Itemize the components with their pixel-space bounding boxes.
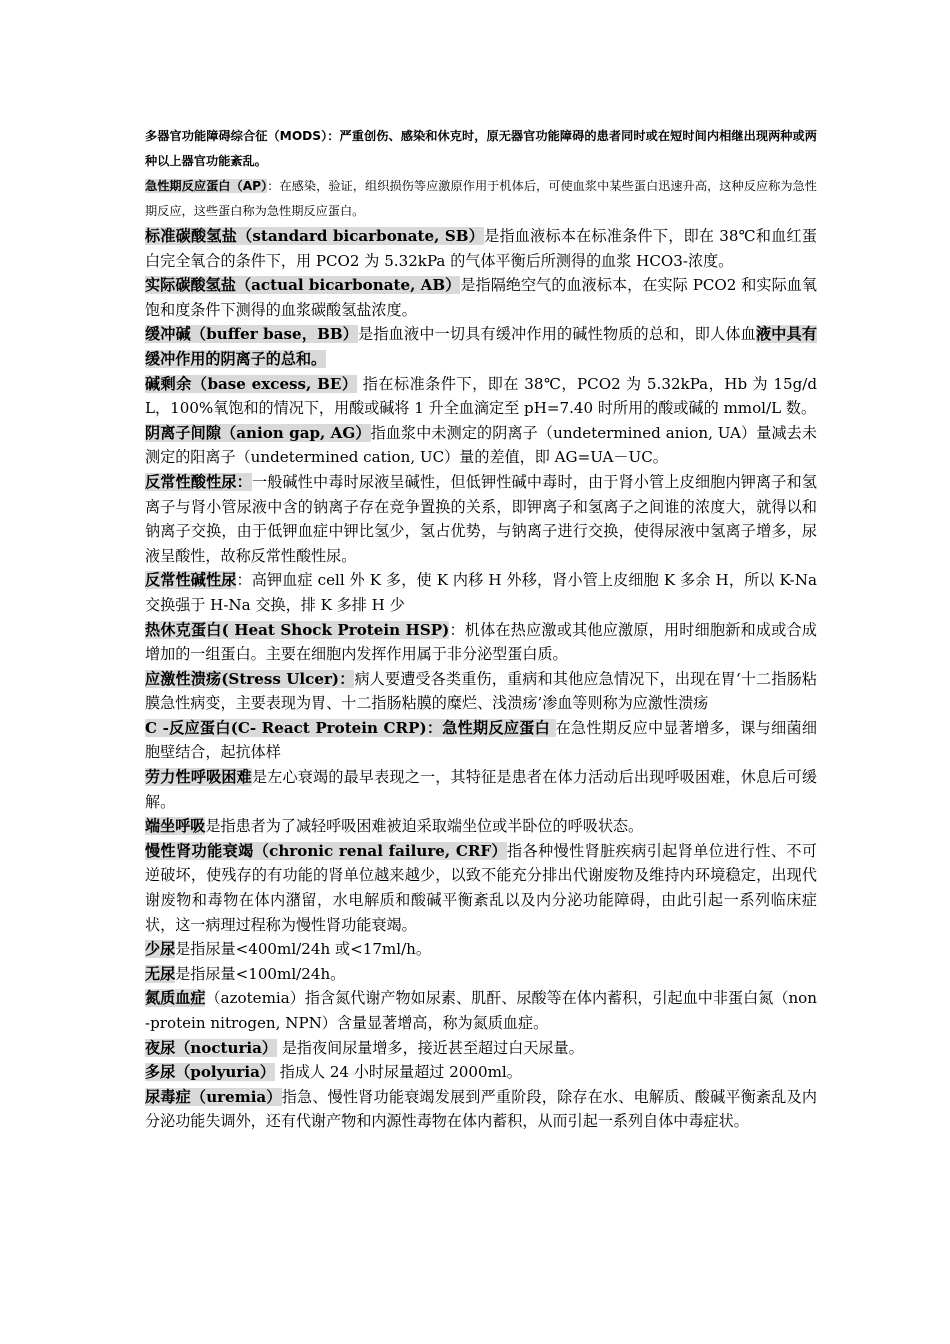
entry-term: 氮质血症 xyxy=(145,989,206,1008)
entry-term: 急性期反应蛋白（AP） xyxy=(145,179,268,193)
entry-c-reactive-protein xyxy=(145,716,817,765)
entry-text: （azotemia）指含氮代谢产物如尿素、肌酐、尿酸等在体内蓄积，引起血中非蛋白氮（non-protein nitrogen, NPN）含量显著增高，称为氮质血症。 xyxy=(145,989,817,1032)
entry-text: ：机体在热应激或其他应激原，用时细胞新和成或合成增加的一组蛋白。主要在细胞内发挥作用属于非分泌型蛋白质。 xyxy=(145,620,817,664)
entry-chronic-renal-failure xyxy=(145,839,817,937)
entry-term: 热休克蛋白( Heat Shock Protein HSP) xyxy=(145,620,450,639)
entry-paradoxical-aciduria xyxy=(145,470,817,568)
entry-term: C -反应蛋白(C- React Protein CRP)：急性期反应蛋白 xyxy=(145,718,556,737)
entry-anion-gap xyxy=(145,421,817,470)
entry-azotemia xyxy=(145,986,817,1035)
entry-term: 反常性碱性尿 xyxy=(145,571,237,590)
entry-term: 反常性酸性尿： xyxy=(145,472,252,491)
entry-acute-phase-protein xyxy=(145,174,817,224)
entry-term: 多尿（polyuria） xyxy=(145,1063,275,1082)
entry-term: 标准碳酸氢盐（standard bicarbonate, SB） xyxy=(145,227,485,245)
entry-text: 是指血液标本在标准条件下，即在 38℃和血红蛋白完全氧合的条件下，用 PCO2 为 5.32kPa 的气体平衡后所测得的血浆 HCO3-浓度。 xyxy=(145,227,817,270)
entry-text: 指血浆中未测定的阴离子（undetermined anion, UA）量减去未测定的阳离子（undetermined cation, UC）量的差值，即 AG=UA－UC。 xyxy=(145,423,817,467)
entry-standard-bicarbonate xyxy=(145,224,817,273)
entry-oliguria xyxy=(145,937,817,962)
entry-term: 缓冲碱（buffer base，BB） xyxy=(145,325,359,344)
entry-term: 实际碳酸氢盐（actual bicarbonate, AB） xyxy=(145,276,461,295)
entry-text: 是指夜间尿量增多，接近甚至超过白天尿量。 xyxy=(277,1038,584,1057)
entry-exertional-dyspnea xyxy=(145,765,817,814)
entry-buffer-base xyxy=(145,322,817,371)
entry-term: 尿毒症（uremia） xyxy=(145,1087,282,1106)
entry-paradoxical-alkaline-urine xyxy=(145,568,817,617)
entry-text: 指各种慢性肾脏疾病引起肾单位进行性、不可逆破坏，使残存的有功能的肾单位越来越少，以致不能充分排出代谢废物及维持内环境稳定，出现代谢废物和毒物在体内潴留，水电解质和酸碱平衡紊乱以及内分泌功能障碍，由此引起一系列临床症状，这一病理过程称为慢性肾功能衰竭。 xyxy=(145,841,817,934)
entry-term: 夜尿（nocturia） xyxy=(145,1038,278,1057)
entry-text: 一般碱性中毒时尿液呈碱性，但低钾性碱中毒时，由于肾小管上皮细胞内钾离子和氢离子与肾小管尿液中含的钠离子存在竞争置换的关系，即钾离子和氢离子之间谁的浓度大，就得以和钠离子交换，由于低钾血症中钾比氢少，氢占优势，与钠离子进行交换，使得尿液中氢离子增多，尿液呈酸性，故称反常性酸性尿。 xyxy=(145,472,817,565)
entry-anuria xyxy=(145,962,817,987)
entry-text: ：在感染，验证，组织损伤等应激原作用于机体后，可使血浆中某些蛋白迅速升高，这种反应称为急性期反应，这些蛋白称为急性期反应蛋白。 xyxy=(145,179,817,218)
entry-text: 病人要遭受各类重伤，重病和其他应急情况下，出现在胃‘十二指肠粘膜急性病变，主要表现为胃、十二指肠粘膜的糜烂、浅溃疡’渗血等则称为应激性溃疡 xyxy=(145,669,817,713)
entry-stress-ulcer xyxy=(145,667,817,716)
entry-heat-shock-protein xyxy=(145,618,817,667)
entry-term: 慢性肾功能衰竭（chronic renal failure, CRF） xyxy=(145,841,508,860)
entry-mods xyxy=(145,124,817,174)
entry-uremia xyxy=(145,1085,817,1134)
entry-polyuria xyxy=(145,1060,817,1085)
entry-term: 劳力性呼吸困难 xyxy=(145,768,252,787)
entry-term: 多器官功能障碍综合征（MODS）：严重创伤、感染和休克时，原无器官功能障碍的患者同时或在短时间内相继出现两种或两种以上器官功能紊乱。 xyxy=(145,129,817,168)
entry-text: 是左心衰竭的最早表现之一，其特征是患者在体力活动后出现呼吸困难，休息后可缓解。 xyxy=(145,768,817,811)
entry-term: 少尿 xyxy=(145,940,176,959)
entry-text: 指成人 24 小时尿量超过 2000ml。 xyxy=(274,1063,522,1082)
entry-orthopnea xyxy=(145,814,817,839)
entry-text: ：高钾血症 cell 外 K 多，使 K 内移 H 外移，肾小管上皮细胞 K 多余 H，所以 K-Na 交换强于 H-Na 交换，排 K 多排 H 少 xyxy=(145,571,817,614)
entry-term: 端坐呼吸 xyxy=(145,817,206,836)
entry-base-excess xyxy=(145,372,817,421)
entry-term: 碱剩余（base excess, BE） xyxy=(145,374,358,393)
entry-nocturia xyxy=(145,1036,817,1061)
glossary-content xyxy=(145,124,817,1134)
entry-term: 阴离子间隙（anion gap, AG） xyxy=(145,423,371,442)
entry-text: 在急性期反应中显著增多，课与细菌细胞壁结合，起抗体样 xyxy=(145,718,817,762)
entry-text: 是指尿量<400ml/24h 或<17ml/h。 xyxy=(175,940,431,959)
entry-term-continued: 液中具有缓冲作用的阴离子的总和。 xyxy=(145,325,817,368)
entry-text: 指急、慢性肾功能衰竭发展到严重阶段，除存在水、电解质、酸碱平衡紊乱及内分泌功能失调外，还有代谢产物和内源性毒物在体内蓄积，从而引起一系列自体中毒症状。 xyxy=(145,1087,817,1131)
entry-term: 应激性溃疡(Stress Ulcer)： xyxy=(145,669,355,688)
entry-text: 是指血液中一切具有缓冲作用的碱性物质的总和，即人体血 xyxy=(358,325,756,344)
entry-actual-bicarbonate xyxy=(145,273,817,322)
entry-term: 无尿 xyxy=(145,964,176,983)
entry-text: 是指隔绝空气的血液标本，在实际 PCO2 和实际血氧饱和度条件下测得的血浆碳酸氢盐浓度。 xyxy=(145,276,818,319)
entry-text: 指在标准条件下，即在 38℃，PCO2 为 5.32kPa，Hb 为 15g/dL，100%氧饱和的情况下，用酸或碱将 1 升全血滴定至 pH=7.40 时所用的酸或碱的 mmol/L 数。 xyxy=(145,374,817,418)
entry-text: 是指尿量<100ml/24h。 xyxy=(175,964,346,983)
entry-text: 是指患者为了减轻呼吸困难被迫采取端坐位或半卧位的呼吸状态。 xyxy=(205,817,644,836)
